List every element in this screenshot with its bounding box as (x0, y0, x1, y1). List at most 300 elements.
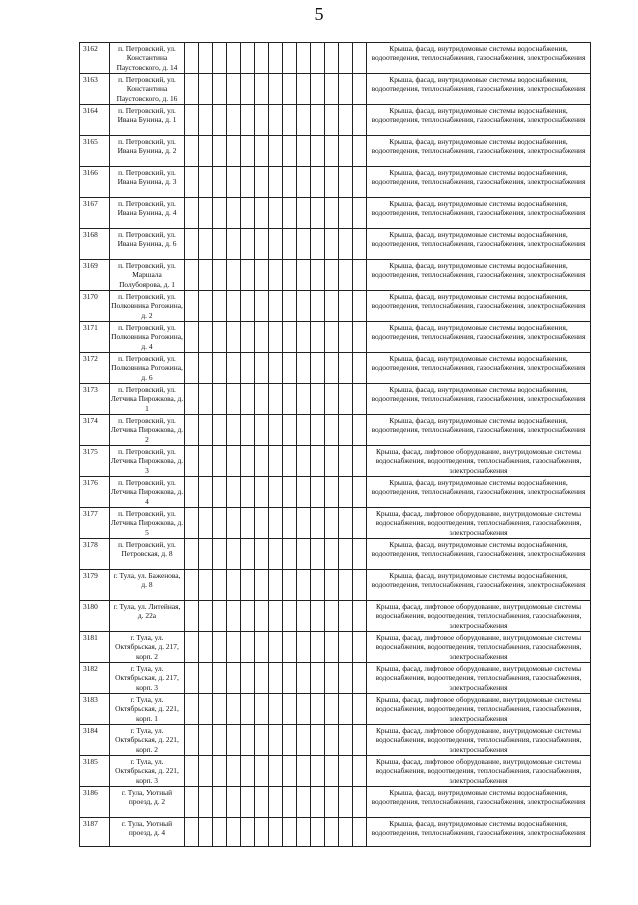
row-number: 3174 (80, 415, 110, 446)
empty-cell (283, 570, 297, 601)
works-cell: Крыша, фасад, лифтовое оборудование, внутридомовые системы водоснабжения, водоотведения, теплоснабжения, газоснабжения, электроснабжения (367, 725, 591, 756)
empty-cell (185, 632, 199, 663)
empty-cell (213, 663, 227, 694)
works-cell: Крыша, фасад, внутридомовые системы водоснабжения, водоотведения, теплоснабжения, газоснабжения, электроснабжения (367, 229, 591, 260)
row-number: 3179 (80, 570, 110, 601)
row-number: 3170 (80, 291, 110, 322)
empty-cell (353, 105, 367, 136)
empty-cell (269, 632, 283, 663)
empty-cell (269, 818, 283, 847)
empty-cell (325, 74, 339, 105)
table-row (80, 384, 591, 415)
empty-cell (353, 384, 367, 415)
address-cell: г. Тула, ул. Октябрьская, д. 217, корп. 2 (110, 632, 185, 663)
empty-cell (325, 663, 339, 694)
empty-cell (185, 43, 199, 74)
empty-cell (283, 353, 297, 384)
empty-cell (213, 694, 227, 725)
empty-cell (227, 136, 241, 167)
empty-cell (325, 694, 339, 725)
empty-cell (255, 725, 269, 756)
empty-cell (283, 446, 297, 477)
empty-cell (339, 229, 353, 260)
empty-cell (339, 601, 353, 632)
table-row (80, 43, 591, 74)
address-cell: г. Тула, ул. Октябрьская, д. 221, корп. 3 (110, 756, 185, 787)
row-number: 3165 (80, 136, 110, 167)
empty-cell (213, 415, 227, 446)
empty-cell (199, 384, 213, 415)
table-row (80, 787, 591, 818)
empty-cell (339, 570, 353, 601)
empty-cell (213, 136, 227, 167)
empty-cell (339, 756, 353, 787)
empty-cell (283, 291, 297, 322)
empty-cell (325, 415, 339, 446)
empty-cell (185, 446, 199, 477)
table-row (80, 229, 591, 260)
empty-cell (255, 353, 269, 384)
empty-cell (255, 694, 269, 725)
empty-cell (297, 384, 311, 415)
table-row (80, 353, 591, 384)
empty-cell (241, 818, 255, 847)
empty-cell (241, 43, 255, 74)
empty-cell (311, 136, 325, 167)
empty-cell (241, 570, 255, 601)
empty-cell (325, 539, 339, 570)
empty-cell (353, 818, 367, 847)
row-number: 3171 (80, 322, 110, 353)
empty-cell (199, 260, 213, 291)
empty-cell (325, 229, 339, 260)
empty-cell (269, 694, 283, 725)
empty-cell (311, 632, 325, 663)
empty-cell (353, 508, 367, 539)
address-cell: п. Петровский, ул. Летчика Пирожкова, д. 2 (110, 416, 184, 444)
row-number: 3175 (80, 446, 110, 477)
empty-cell (227, 663, 241, 694)
empty-cell (255, 43, 269, 74)
works-cell: Крыша, фасад, внутридомовые системы водоснабжения, водоотведения, теплоснабжения, газоснабжения, электроснабжения (367, 415, 591, 446)
empty-cell (269, 198, 283, 229)
empty-cell (283, 167, 297, 198)
table-row (80, 725, 591, 756)
empty-cell (241, 477, 255, 508)
empty-cell (297, 43, 311, 74)
empty-cell (269, 539, 283, 570)
empty-cell (199, 291, 213, 322)
empty-cell (255, 756, 269, 787)
works-cell: Крыша, фасад, внутридомовые системы водоснабжения, водоотведения, теплоснабжения, газоснабжения, электроснабжения (367, 384, 591, 415)
empty-cell (213, 725, 227, 756)
address-cell: п. Петровский, ул. Ивана Бунина, д. 6 (110, 229, 185, 260)
empty-cell (255, 74, 269, 105)
address-cell: п. Петровский, ул. Константина Паустовского, д. 16 (110, 74, 185, 105)
empty-cell (227, 601, 241, 632)
empty-cell (283, 756, 297, 787)
works-cell: Крыша, фасад, лифтовое оборудование, внутридомовые системы водоснабжения, водоотведения, теплоснабжения, газоснабжения, электроснабжения (367, 601, 591, 632)
row-number: 3163 (80, 74, 110, 105)
empty-cell (283, 260, 297, 291)
empty-cell (227, 632, 241, 663)
empty-cell (227, 508, 241, 539)
empty-cell (283, 136, 297, 167)
empty-cell (283, 818, 297, 847)
table-row (80, 694, 591, 725)
empty-cell (213, 632, 227, 663)
empty-cell (199, 415, 213, 446)
empty-cell (255, 167, 269, 198)
empty-cell (241, 105, 255, 136)
row-number: 3181 (80, 632, 110, 663)
empty-cell (325, 787, 339, 818)
address-cell: п. Петровский, ул. Маршала Полубоярова, д. 1 (110, 260, 185, 291)
empty-cell (297, 446, 311, 477)
empty-cell (185, 663, 199, 694)
empty-cell (269, 384, 283, 415)
empty-cell (339, 539, 353, 570)
works-cell: Крыша, фасад, внутридомовые системы водоснабжения, водоотведения, теплоснабжения, газоснабжения, электроснабжения (367, 353, 591, 384)
empty-cell (241, 322, 255, 353)
empty-cell (297, 756, 311, 787)
table-row (80, 291, 591, 322)
address-cell: г. Тула, ул. Октябрьская, д. 217, корп. 3 (110, 663, 185, 694)
table-row (80, 322, 591, 353)
empty-cell (311, 384, 325, 415)
empty-cell (255, 260, 269, 291)
empty-cell (255, 384, 269, 415)
empty-cell (227, 384, 241, 415)
empty-cell (227, 167, 241, 198)
empty-cell (353, 756, 367, 787)
empty-cell (339, 260, 353, 291)
empty-cell (297, 415, 311, 446)
empty-cell (353, 74, 367, 105)
empty-cell (353, 787, 367, 818)
empty-cell (255, 787, 269, 818)
empty-cell (311, 322, 325, 353)
works-cell: Крыша, фасад, лифтовое оборудование, внутридомовые системы водоснабжения, водоотведения, теплоснабжения, газоснабжения, электроснабжения (367, 446, 591, 477)
empty-cell (241, 725, 255, 756)
empty-cell (255, 508, 269, 539)
empty-cell (185, 570, 199, 601)
empty-cell (185, 260, 199, 291)
empty-cell (241, 539, 255, 570)
empty-cell (297, 694, 311, 725)
table-row (80, 477, 591, 508)
empty-cell (185, 74, 199, 105)
empty-cell (241, 415, 255, 446)
empty-cell (339, 725, 353, 756)
empty-cell (339, 508, 353, 539)
works-cell: Крыша, фасад, внутридомовые системы водоснабжения, водоотведения, теплоснабжения, газоснабжения, электроснабжения (367, 167, 591, 198)
empty-cell (255, 415, 269, 446)
empty-cell (255, 322, 269, 353)
table-row (80, 539, 591, 570)
empty-cell (353, 446, 367, 477)
empty-cell (227, 198, 241, 229)
empty-cell (213, 601, 227, 632)
empty-cell (241, 384, 255, 415)
row-number: 3177 (80, 508, 110, 539)
empty-cell (311, 353, 325, 384)
empty-cell (241, 632, 255, 663)
empty-cell (339, 818, 353, 847)
empty-cell (311, 539, 325, 570)
address-cell: п. Петровский, ул. Петровская, д. 8 (110, 539, 185, 570)
empty-cell (339, 787, 353, 818)
empty-cell (311, 663, 325, 694)
empty-cell (227, 353, 241, 384)
empty-cell (297, 570, 311, 601)
works-cell: Крыша, фасад, лифтовое оборудование, внутридомовые системы водоснабжения, водоотведения, теплоснабжения, газоснабжения, электроснабжения (367, 694, 591, 725)
empty-cell (283, 725, 297, 756)
empty-cell (325, 818, 339, 847)
empty-cell (241, 508, 255, 539)
table-row (80, 415, 591, 446)
empty-cell (269, 291, 283, 322)
empty-cell (325, 601, 339, 632)
table-row (80, 508, 591, 539)
empty-cell (241, 74, 255, 105)
empty-cell (297, 353, 311, 384)
empty-cell (185, 353, 199, 384)
row-number: 3184 (80, 725, 110, 756)
address-cell: п. Петровский, ул. Ивана Бунина, д. 1 (110, 105, 185, 136)
address-cell: п. Петровский, ул. Летчика Пирожкова, д. 3 (110, 447, 184, 475)
empty-cell (339, 198, 353, 229)
empty-cell (325, 756, 339, 787)
row-number: 3172 (80, 353, 110, 384)
empty-cell (311, 694, 325, 725)
empty-cell (283, 105, 297, 136)
empty-cell (199, 446, 213, 477)
empty-cell (213, 353, 227, 384)
table-row (80, 105, 591, 136)
empty-cell (297, 818, 311, 847)
empty-cell (269, 477, 283, 508)
empty-cell (185, 787, 199, 818)
empty-cell (339, 136, 353, 167)
empty-cell (213, 787, 227, 818)
row-number: 3183 (80, 694, 110, 725)
empty-cell (213, 198, 227, 229)
table-row (80, 570, 591, 601)
works-cell: Крыша, фасад, лифтовое оборудование, внутридомовые системы водоснабжения, водоотведения, теплоснабжения, газоснабжения, электроснабжения (367, 632, 591, 663)
address-cell: г. Тула, ул. Октябрьская, д. 221, корп. 2 (110, 725, 185, 756)
works-cell: Крыша, фасад, внутридомовые системы водоснабжения, водоотведения, теплоснабжения, газоснабжения, электроснабжения (367, 74, 591, 105)
empty-cell (325, 570, 339, 601)
empty-cell (199, 663, 213, 694)
empty-cell (339, 477, 353, 508)
empty-cell (325, 384, 339, 415)
empty-cell (269, 601, 283, 632)
empty-cell (255, 477, 269, 508)
empty-cell (297, 198, 311, 229)
empty-cell (325, 508, 339, 539)
empty-cell (325, 105, 339, 136)
empty-cell (297, 260, 311, 291)
empty-cell (185, 601, 199, 632)
row-number: 3166 (80, 167, 110, 198)
table-body (80, 43, 591, 847)
row-number: 3173 (80, 384, 110, 415)
empty-cell (297, 508, 311, 539)
row-number: 3180 (80, 601, 110, 632)
empty-cell (311, 477, 325, 508)
empty-cell (353, 570, 367, 601)
empty-cell (269, 787, 283, 818)
empty-cell (283, 415, 297, 446)
empty-cell (339, 632, 353, 663)
empty-cell (283, 539, 297, 570)
empty-cell (339, 322, 353, 353)
empty-cell (311, 167, 325, 198)
empty-cell (255, 136, 269, 167)
empty-cell (297, 322, 311, 353)
empty-cell (227, 477, 241, 508)
empty-cell (311, 74, 325, 105)
empty-cell (283, 322, 297, 353)
empty-cell (339, 74, 353, 105)
empty-cell (199, 756, 213, 787)
empty-cell (311, 756, 325, 787)
empty-cell (325, 260, 339, 291)
address-cell: п. Петровский, ул. Константина Паустовского, д. 14 (110, 43, 185, 74)
empty-cell (185, 322, 199, 353)
address-cell: п. Петровский, ул. Летчика Пирожкова, д. 1 (110, 385, 184, 413)
empty-cell (297, 787, 311, 818)
works-cell: Крыша, фасад, внутридомовые системы водоснабжения, водоотведения, теплоснабжения, газоснабжения, электроснабжения (367, 539, 591, 570)
empty-cell (297, 167, 311, 198)
empty-cell (269, 136, 283, 167)
address-cell: п. Петровский, ул. Летчика Пирожкова, д. 4 (110, 478, 184, 506)
empty-cell (325, 477, 339, 508)
empty-cell (325, 353, 339, 384)
empty-cell (283, 787, 297, 818)
empty-cell (297, 229, 311, 260)
empty-cell (199, 353, 213, 384)
empty-cell (311, 260, 325, 291)
empty-cell (269, 756, 283, 787)
empty-cell (241, 229, 255, 260)
empty-cell (227, 74, 241, 105)
empty-cell (241, 446, 255, 477)
empty-cell (227, 787, 241, 818)
empty-cell (269, 415, 283, 446)
empty-cell (339, 663, 353, 694)
empty-cell (269, 105, 283, 136)
empty-cell (213, 74, 227, 105)
empty-cell (185, 105, 199, 136)
works-cell: Крыша, фасад, внутридомовые системы водоснабжения, водоотведения, теплоснабжения, газоснабжения, электроснабжения (367, 105, 591, 136)
address-cell: п. Петровский, ул. Полковника Рогожина, д. 4 (111, 323, 183, 351)
empty-cell (311, 818, 325, 847)
empty-cell (283, 508, 297, 539)
address-cell: п. Петровский, ул. Ивана Бунина, д. 3 (110, 167, 185, 198)
empty-cell (269, 74, 283, 105)
empty-cell (213, 446, 227, 477)
address-cell: г. Тула, ул. Литейная, д. 22а (110, 601, 185, 632)
empty-cell (213, 43, 227, 74)
empty-cell (269, 353, 283, 384)
empty-cell (227, 322, 241, 353)
table-row (80, 260, 591, 291)
empty-cell (213, 570, 227, 601)
empty-cell (185, 477, 199, 508)
empty-cell (325, 291, 339, 322)
empty-cell (311, 787, 325, 818)
empty-cell (199, 539, 213, 570)
works-cell: Крыша, фасад, внутридомовые системы водоснабжения, водоотведения, теплоснабжения, газоснабжения, электроснабжения (367, 322, 591, 353)
address-cell: г. Тула, Уютный проезд, д. 2 (110, 787, 185, 818)
empty-cell (297, 136, 311, 167)
empty-cell (353, 632, 367, 663)
empty-cell (241, 353, 255, 384)
empty-cell (311, 725, 325, 756)
empty-cell (199, 477, 213, 508)
empty-cell (353, 353, 367, 384)
empty-cell (283, 384, 297, 415)
empty-cell (241, 167, 255, 198)
empty-cell (325, 167, 339, 198)
empty-cell (353, 322, 367, 353)
empty-cell (339, 384, 353, 415)
works-cell: Крыша, фасад, внутридомовые системы водоснабжения, водоотведения, теплоснабжения, газоснабжения, электроснабжения (367, 787, 591, 818)
empty-cell (297, 632, 311, 663)
empty-cell (213, 477, 227, 508)
empty-cell (311, 43, 325, 74)
table-row (80, 632, 591, 663)
address-cell: п. Петровский, ул. Полковника Рогожина, д. 6 (111, 354, 183, 382)
empty-cell (213, 508, 227, 539)
empty-cell (353, 539, 367, 570)
empty-cell (255, 446, 269, 477)
empty-cell (199, 43, 213, 74)
empty-cell (185, 198, 199, 229)
empty-cell (311, 105, 325, 136)
works-cell: Крыша, фасад, внутридомовые системы водоснабжения, водоотведения, теплоснабжения, газоснабжения, электроснабжения (367, 43, 591, 74)
empty-cell (227, 818, 241, 847)
works-cell: Крыша, фасад, внутридомовые системы водоснабжения, водоотведения, теплоснабжения, газоснабжения, электроснабжения (367, 570, 591, 601)
empty-cell (283, 198, 297, 229)
empty-cell (199, 74, 213, 105)
empty-cell (199, 167, 213, 198)
address-cell: п. Петровский, ул. Полковника Рогожина, д. 2 (111, 292, 183, 320)
empty-cell (325, 322, 339, 353)
empty-cell (255, 198, 269, 229)
empty-cell (311, 446, 325, 477)
empty-cell (283, 229, 297, 260)
empty-cell (269, 322, 283, 353)
address-cell: п. Петровский, ул. Летчика Пирожкова, д. 5 (110, 509, 184, 537)
empty-cell (339, 105, 353, 136)
empty-cell (325, 43, 339, 74)
empty-cell (241, 291, 255, 322)
empty-cell (297, 601, 311, 632)
empty-cell (297, 539, 311, 570)
empty-cell (339, 167, 353, 198)
empty-cell (311, 291, 325, 322)
row-number: 3186 (80, 787, 110, 818)
empty-cell (241, 136, 255, 167)
empty-cell (241, 787, 255, 818)
empty-cell (353, 136, 367, 167)
empty-cell (199, 601, 213, 632)
empty-cell (199, 632, 213, 663)
empty-cell (269, 570, 283, 601)
